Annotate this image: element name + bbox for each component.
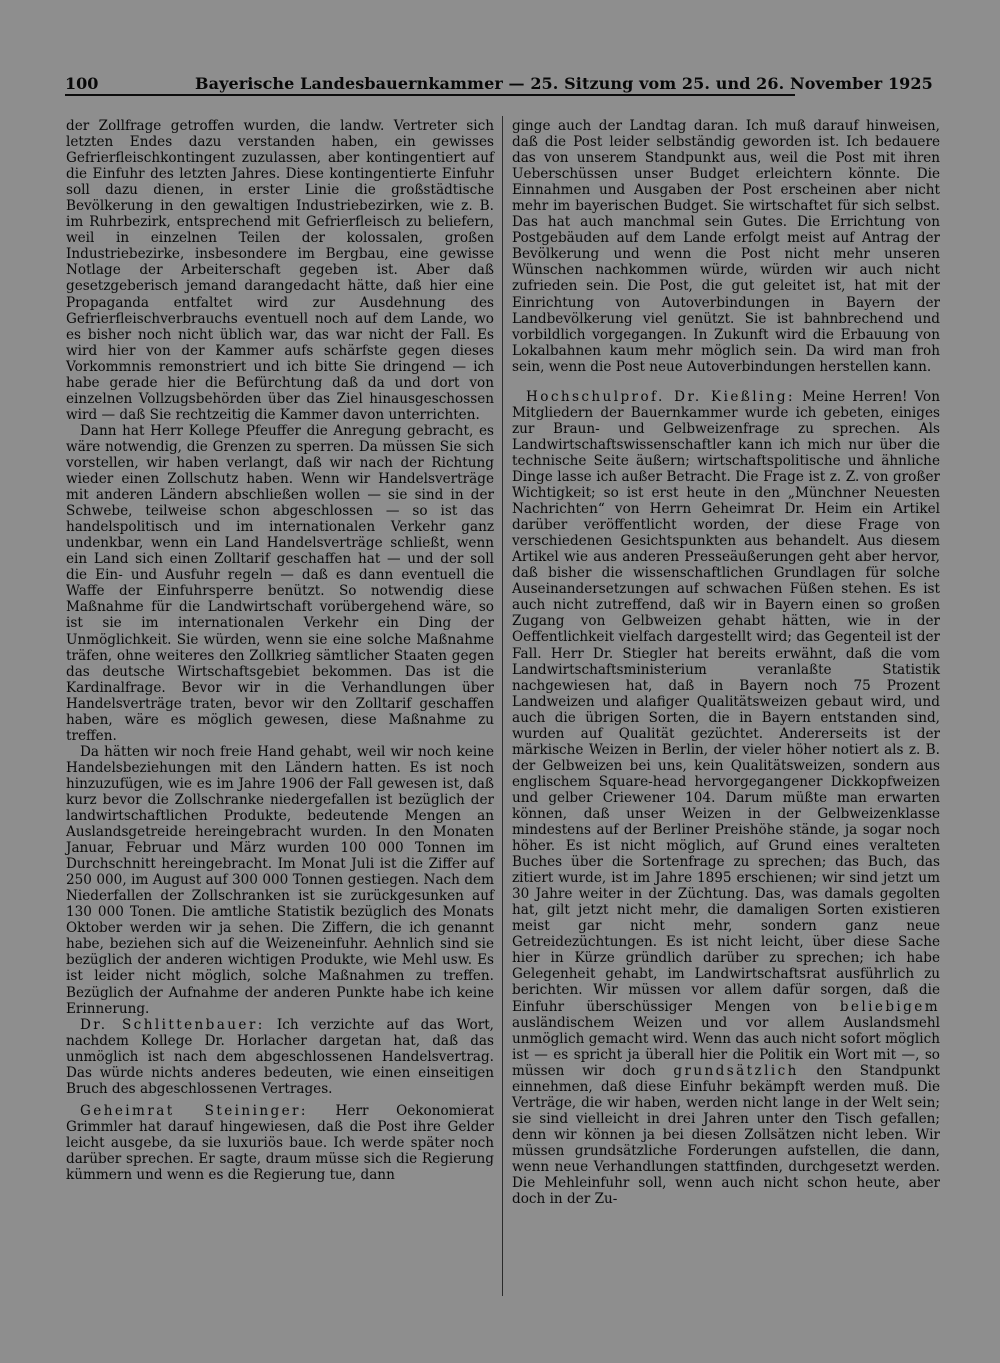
speech-text: Herr Oekonomierat Grimmler hat darauf hingewiesen, daß die Post ihre Gelder leicht ausgebe, da sie luxuriös baue. Ich werde später noch darüber sprechen. Er sagte, draum müsse sich die Regierung kümmern und wenn es die Regierung tue, dann <box>66 1102 494 1184</box>
column-divider <box>502 116 503 1296</box>
speech-text: Ich verzichte auf das Wort, nachdem Kollege Dr. Horlacher dargetan hat, daß das unmöglich ist nach dem abgeschlossenen Handelsvertrag. Das würde nichts anderes bedeuten, wie einen einseitigen Bruch des abgeschlossenen Vertrages. <box>66 1016 495 1097</box>
running-head: Bayerische Landesbauernkammer — 25. Sitzung vom 25. und 26. November 1925 <box>195 74 933 93</box>
header-rule <box>65 94 795 96</box>
speaker-paragraph <box>66 1017 494 1097</box>
emphasis: beliebigem <box>839 998 941 1015</box>
left-column <box>66 118 494 1183</box>
speaker-paragraph <box>512 389 940 1207</box>
paragraph: ginge auch der Landtag daran. Ich muß darauf hinweisen, daß die Post leider selbständig geworden ist. Ich bedauere das von unserem Standpunkt aus, weil die Post mit ihren Ueberschüssen unser Budget erleichtern könnte. Die Einnahmen und Ausgaben der Post erscheinen aber nicht mehr im bayerischen Budget. Sie wirtschaftet für sich selbst. Das hat auch manchmal sein Gutes. Die Errichtung von Postgebäuden auf dem Lande erfolgt meist auf Antrag der Bevölkerung und wenn die Post nicht mehr unseren Wünschen nachkommen würde, würden wir auch nicht zufrieden sein. Die Post, die gut geleitet ist, hat mit der Einrichtung von Autoverbindungen in Bayern der Landbevölkerung viel genützt. Sie ist bahnbrechend und vorbildlich vorgegangen. In Zukunft wird die Erbauung von Lokalbahnen kaum mehr möglich sein. Da wird man froh sein, wenn die Post neue Autoverbindungen herstellen kann. <box>512 118 940 375</box>
paragraph: Dann hat Herr Kollege Pfeuffer die Anregung gebracht, es wäre notwendig, die Grenzen zu sperren. Da müssen Sie sich vorstellen, wir haben verlangt, daß wir nach der Richtung wieder einen Zollschutz haben. Wenn wir Handelsverträge mit anderen Ländern abschließen wollen — sie sind in der Schwebe, teilweise schon abgeschlossen — so ist das handelspolitisch und im internationalen Verkehr ganz undenkbar, wenn ein Land Handelsverträge schließt, wenn ein Land sich einen Zolltarif geschaffen hat — und der soll die Ein- und Ausfuhr regeln — daß es dann eventuell die Waffe der Einfuhrsperre benützt. So notwendig diese Maßnahme für die Landwirtschaft vorübergehend wäre, so ist sie im internationalen Verkehr ein Ding der Unmöglichkeit. Sie würden, wenn sie eine solche Maßnahme träfen, ohne weiteres den Zollkrieg sämtlicher Staaten gegen das deutsche Wirtschaftsgebiet bekommen. Das ist die Kardinalfrage. Bevor wir in die Verhandlungen über Handelsverträge traten, bevor wir den Zolltarif geschaffen haben, wäre es möglich gewesen, diese Maßnahme zu treffen. <box>66 422 494 744</box>
speaker-name: Hochschulprof. Dr. Kießling: <box>526 388 796 405</box>
page-header <box>65 72 933 98</box>
right-column <box>512 118 940 1207</box>
speaker-name: Dr. Schlittenbauer: <box>80 1016 265 1033</box>
emphasis: grundsätzlich <box>673 1062 799 1079</box>
paragraph: Da hätten wir noch freie Hand gehabt, weil wir noch keine Handelsbeziehungen mit den Ländern hatten. Es ist noch hinzuzufügen, wie es im Jahre 1906 der Fall gewesen ist, daß kurz bevor die Zollschranke niedergefallen ist bezüglich der landwirtschaftlichen Produkte, bedeutende Mengen an Auslandsgetreide hereingebracht wurden. In den Monaten Januar, Februar und März wurden 100 000 Tonnen im Durchschnitt hereingebracht. Im Monat Juli ist die Ziffer auf 250 000, im August auf 300 000 Tonnen gestiegen. Nach dem Niederfallen der Zollschranken ist sie zurückgesunken auf 130 000 Tonen. Die amtliche Statistik bezüglich des Monats Oktober werden wir ja sehen. Die Ziffern, die ich genannt habe, beziehen sich auf die Weizeneinfuhr. Aehnlich sind sie bezüglich der anderen wichtigen Produkte, wie Mehl usw. Es ist leider nicht möglich, solche Maßnahmen zu treffen. Bezüglich der Aufnahme der anderen Punkte habe ich keine Erinnerung. <box>66 743 494 1017</box>
speech-text: Meine Herren! Von Mitgliedern der Bauernkammer wurde ich gebeten, einiges zur Braun- und Gelbweizenfrage zu sprechen. Als Landwirtschaftswissenschaftler kann ich mich nur über die technische Seite äußern; wirtschaftspolitische und ähnliche Dinge lasse ich außer Betracht. Die Frage ist z. Z. von großer Wichtigkeit; so ist erst heute in den „Münchner Neuesten Nachrichten“ von Herrn Geheimrat Dr. Heim ein Artikel darüber veröffentlicht worden, der diese Frage von verschiedenen Gesichtspunkten aus behandelt. Aus diesem Artikel wie aus anderen Presseäußerungen geht aber hervor, daß bisher die wissenschaftlichen Grundlagen für solche Auseinandersetzungen auf schwachen Füßen stehen. Es ist auch nicht zutreffend, daß wir in Bayern einen so großen Zugang von Gelbweizen gehabt hätten, wie in der Oeffentlichkeit vielfach dargestellt wird; das Gegenteil ist der Fall. Herr Dr. Stiegler hat bereits erwähnt, daß die vom Landwirtschaftsministerium veranlaßte Statistik nachgewiesen hat, daß in Bayern noch 75 Prozent Landweizen und alafiger Qualitätsweizen gebaut wird, und auch die übrigen Sorten, die in Bayern entstanden sind, wurden auf Qualität gezüchtet. Andererseits ist der märkische Weizen in Berlin, der vieler höher notiert als z. B. der Gelbweizen bei uns, kein Qualitätsweizen, sondern aus englischem Square-head hervorgegangener Dickkopfweizen und gelber Criewener 104. Darum müßte man erwarten können, daß unser Weizen in der Gelbweizenklasse mindestens auf der Berliner Preishöhe stände, ja sogar noch höher. Es ist nicht möglich, auf Grund eines veralteten Buches über die Sortenfrage zu sprechen; das Buch, das zitiert wurde, ist im Jahre 1895 erschienen; wir sind jetzt um 30 Jahre weiter in der Züchtung. Das, was damals gegolten hat, gilt jetzt nicht mehr, die damaligen Sorten existieren meist gar nicht mehr, sondern ganz neue Getreidezüchtungen. Es ist nicht leicht, über diese Sache hier in Kürze gründlich darüber zu sprechen; ich habe Gelegenheit gehabt, im Landwirtschaftsrat ausführlich zu berichten. Wir müssen vor allem dafür sorgen, daß die Einfuhr überschüssiger Mengen von <box>512 388 940 1015</box>
paragraph: der Zollfrage getroffen wurden, die landw. Vertreter sich letzten Endes dazu verstanden haben, ein gewisses Gefrierfleischkontingent zuzulassen, aber kontingentiert auf die Einfuhr des letzten Jahres. Diese kontingentierte Einfuhr soll dazu dienen, in erster Linie die großstädtische Bevölkerung in den gewaltigen Industriebezirken, wie z. B. im Ruhrbezirk, entsprechend mit Gefrierfleisch zu beliefern, weil in einzelnen Teilen der kolossalen, großen Industriebezirke, insbesondere im Bergbau, eine gewisse Notlage der Arbeiterschaft gegeben ist. Aber daß gesetzgeberisch jemand darangedacht hätte, daß hier eine Propaganda entfaltet wird zur Ausdehnung des Gefrierfleischverbrauchs eventuell noch auf dem Lande, wo es bisher noch nicht üblich war, das war nicht der Fall. Es wird hier von der Kammer aufs schärfste gegen dieses Vorkommnis remonstriert und ich bitte Sie dringend — ich habe gerade hier die Befürchtung daß da und dort von einzelnen Vollzugsbehörden über das Ziel hinausgeschossen wird — daß Sie rechtzeitig die Kammer davon unterrichten. <box>66 118 494 423</box>
speaker-paragraph <box>66 1103 494 1183</box>
speech-text: ausländischem Weizen und vor allem Auslandsmehl unmöglich gemacht wird. Wenn das auch nicht sofort möglich ist — es spricht ja überall hier die Politik ein Wort mit —, so müssen wir doch <box>512 1014 940 1079</box>
page-number: 100 <box>65 74 99 93</box>
speech-text: den Standpunkt einnehmen, daß diese Einfuhr bekämpft werden muß. Die Verträge, die wir haben, werden nicht lange in der Welt sein; sie sind vielleicht in drei Jahren unter den Tisch gefallen; denn wir können ja bei diesen Zollsätzen nicht leben. Wir müssen grundsätzliche Forderungen aufstellen, die dann, wenn neue Verhandlungen stattfinden, durchgesetzt werden. Die Mehleinfuhr soll, wenn auch nicht schon heute, aber doch in der Zu- <box>512 1062 940 1208</box>
speaker-name: Geheimrat Steininger: <box>80 1102 308 1119</box>
